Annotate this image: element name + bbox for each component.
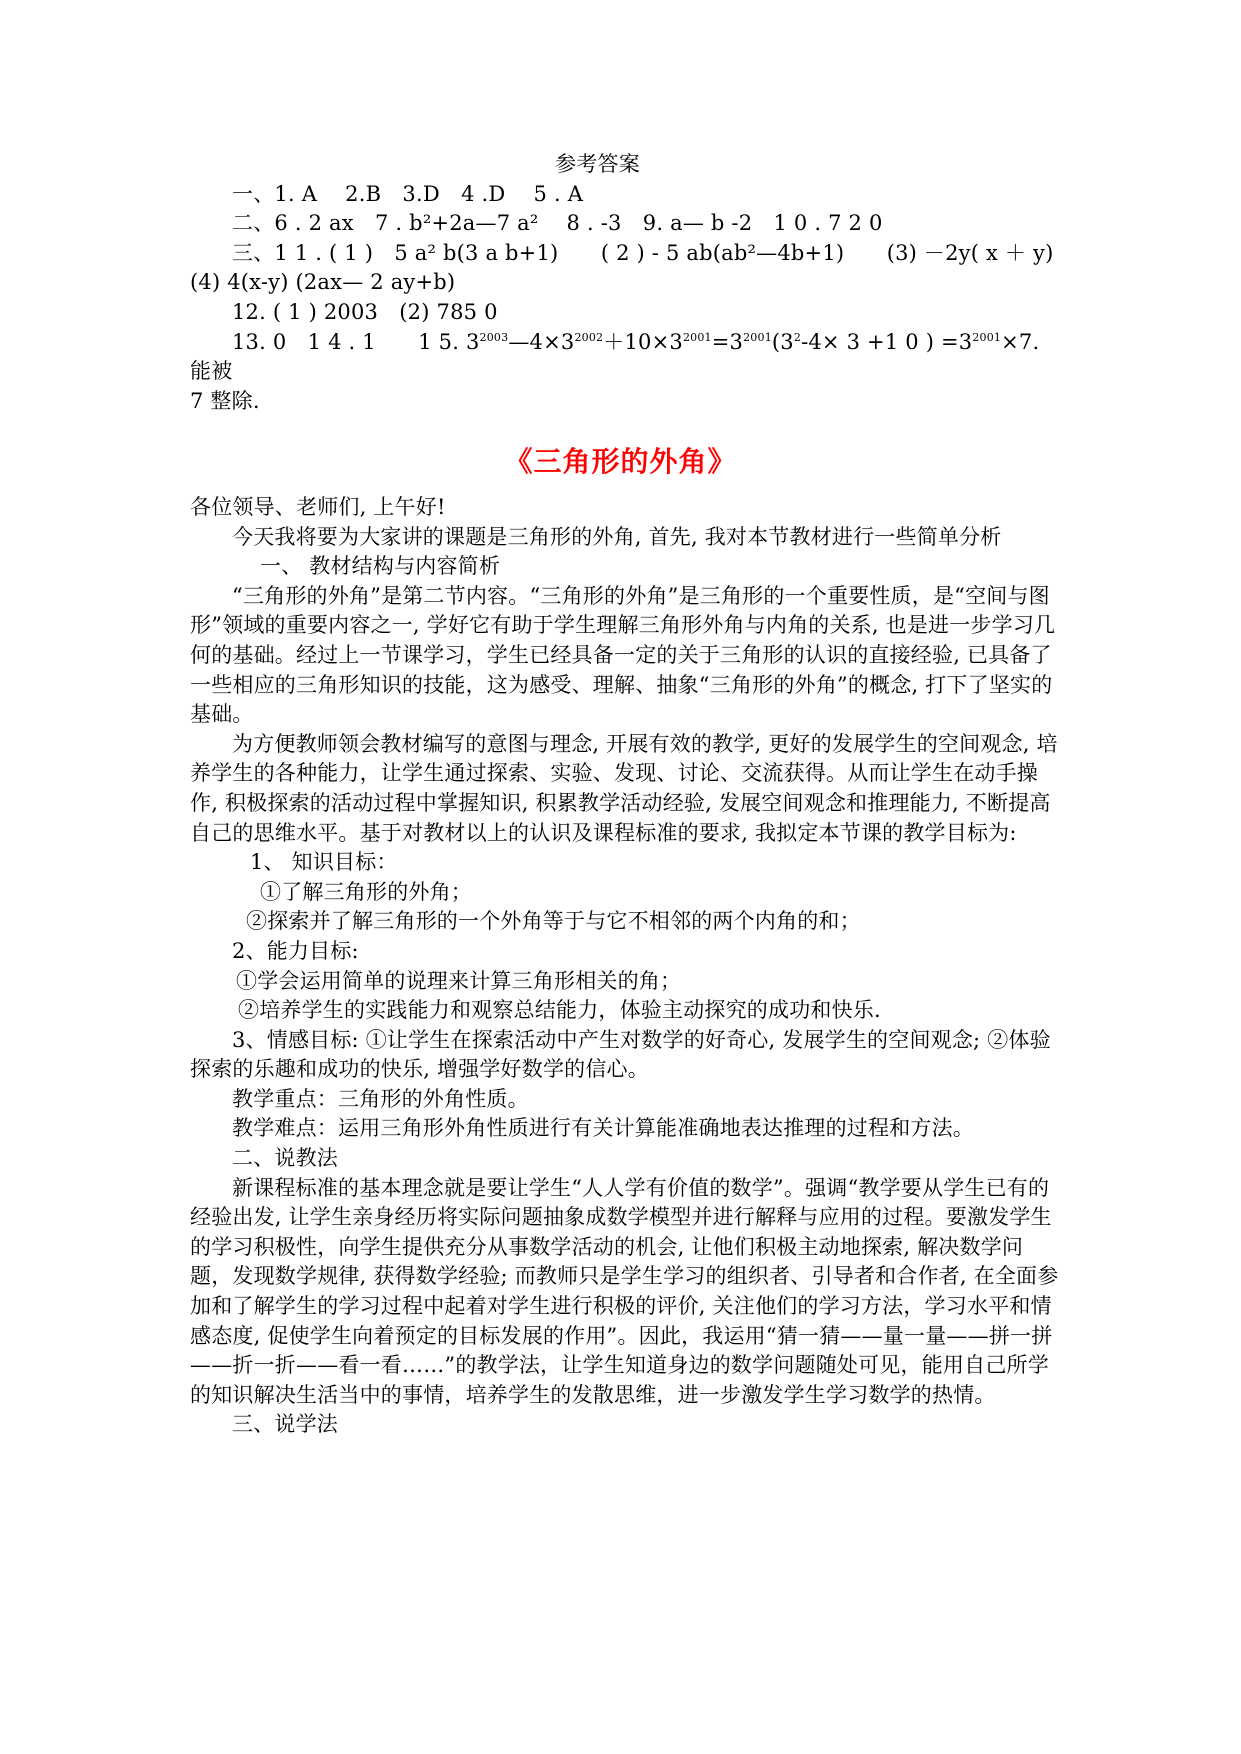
answer-line-6-part: =3 xyxy=(711,329,744,354)
answer-line-6-part: —4×3 xyxy=(508,329,575,354)
section-2-paragraph: 新课程标准的基本理念就是要让学生“人人学有价值的数学”。强调“教学要从学生已有的经验出发, 让学生亲身经历将实际问题抽象成数学模型并进行解释与应用的过程。要激发学生的学习积极性，向学生提供充分从事数学活动的机会, 让他们积极主动地探索, 解决数学问题，发现数学规律, 获得数学经验; 而教师只是学生学习的组织者、引导者和合作者, 在全面参加和了解学生的学习过程中起着对学生进行积极的评价, 关注他们的学习方法，学习水平和情感态度, 促使学生向着预定的目标发展的作用”。因此，我运用“猜一猜——量一量——拼一拼——折一折——看一看……”的教学法，让学生知道身边的数学问题随处可见，能用自己所学的知识解决生活当中的事情，培养学生的发散思维，进一步激发学生学习数学的热情。 xyxy=(190,1175,1059,1407)
knowledge-goal-item-1: ①了解三角形的外角； xyxy=(260,879,472,904)
section-1-heading: 一、 教材结构与内容简析 xyxy=(260,554,501,579)
exponent: 2001 xyxy=(972,330,1002,344)
exponent: 2003 xyxy=(479,330,509,344)
intro-paragraph: 今天我将要为大家讲的课题是三角形的外角, 首先, 我对本节教材进行一些简单分析 xyxy=(232,524,1002,549)
answer-line-6-part: 13. 0 1 4 . 1 1 5. 3 xyxy=(232,329,480,354)
section-2-heading: 二、说教法 xyxy=(232,1146,338,1171)
answer-line-7: 7 整除. xyxy=(190,388,260,413)
answer-line-6-part: ×7. 能被 xyxy=(190,329,1040,384)
section-3-heading: 三、说学法 xyxy=(232,1412,338,1437)
answer-line-5: 12. ( 1 ) 2003 (2) 785 0 xyxy=(232,299,498,324)
teaching-key-point: 教学重点：三角形的外角性质。 xyxy=(232,1086,529,1111)
ability-goal-heading: 2、能力目标: xyxy=(232,938,359,963)
answer-line-2: 二、6 . 2 ax 7 . b²+2a—7 a² 8 . -3 9. a— b -2 1 0 . 7 2 0 xyxy=(232,211,883,236)
answer-line-6-part: ＋10×3 xyxy=(603,329,683,354)
answer-line-3: 三、1 1 . ( 1 ) 5 a² b(3 a b+1) ( 2 ) - 5 ab(ab²—4b+1) (3) －2y( x ＋ y) xyxy=(232,240,1054,265)
knowledge-goal-item-2: ②探索并了解三角形的一个外角等于与它不相邻的两个内角的和； xyxy=(246,909,861,934)
knowledge-goal-heading: 1、 知识目标： xyxy=(250,850,398,875)
document-body xyxy=(190,493,1065,1440)
section-1-paragraph-1: “三角形的外角”是第二节内容。“三角形的外角”是三角形的一个重要性质，是“空间与图形”领域的重要内容之一, 学好它有助于学生理解三角形外角与内角的关系, 也是进一步学习几何的基础。经过上一节课学习，学生已经具备一定的关于三角形的认识的直接经验, 已具备了一些相应的三角形知识的技能，这为感受、理解、抽象“三角形的外角”的概念, 打下了坚实的基础。 xyxy=(190,583,1056,727)
answer-line-6-part: (3 xyxy=(771,329,794,354)
answer-line-1: 一、1. A 2.B 3.D 4 .D 5 . A xyxy=(232,181,584,206)
exponent: 2001 xyxy=(743,330,772,344)
exponent: 2 xyxy=(793,330,802,344)
document-title: 《三角形的外角》 xyxy=(504,445,737,478)
section-1-paragraph-2: 为方便教师领会教材编写的意图与理念, 开展有效的教学, 更好的发展学生的空间观念, 培养学生的各种能力，让学生通过探索、实验、发现、讨论、交流获得。从而让学生在动手操作, 积极探索的活动过程中掌握知识, 积累教学活动经验, 发展空间观念和推理能力, 不断提高自己的思维水平。基于对教材以上的认识及课程标准的要求, 我拟定本节课的教学目标为: xyxy=(190,731,1058,845)
answer-line-4: (4) 4(x-y) (2ax— 2 ay+b) xyxy=(190,270,456,295)
answer-line-6-part: -4× 3 +1 0 ) =3 xyxy=(801,329,973,354)
ability-goal-item-2: ②培养学生的实践能力和观察总结能力，体验主动探究的成功和快乐. xyxy=(238,998,881,1023)
emotion-goal: 3、情感目标: ①让学生在探索活动中产生对数学的好奇心, 发展学生的空间观念; ②体验探索的乐趣和成功的快乐, 增强学好数学的信心。 xyxy=(190,1027,1051,1082)
answer-line-6 xyxy=(190,328,1065,387)
answer-key xyxy=(190,150,1065,416)
greeting: 各位领导、老师们, 上午好! xyxy=(190,495,446,519)
ability-goal-item-1: ①学会运用简单的说理来计算三角形相关的角； xyxy=(236,968,682,993)
answer-key-title: 参考答案 xyxy=(555,152,640,176)
exponent: 2001 xyxy=(682,330,712,344)
exponent: 2002 xyxy=(574,330,604,344)
teaching-difficulty: 教学难点：运用三角形外角性质进行有关计算能准确地表达推理的过程和方法。 xyxy=(232,1116,974,1141)
